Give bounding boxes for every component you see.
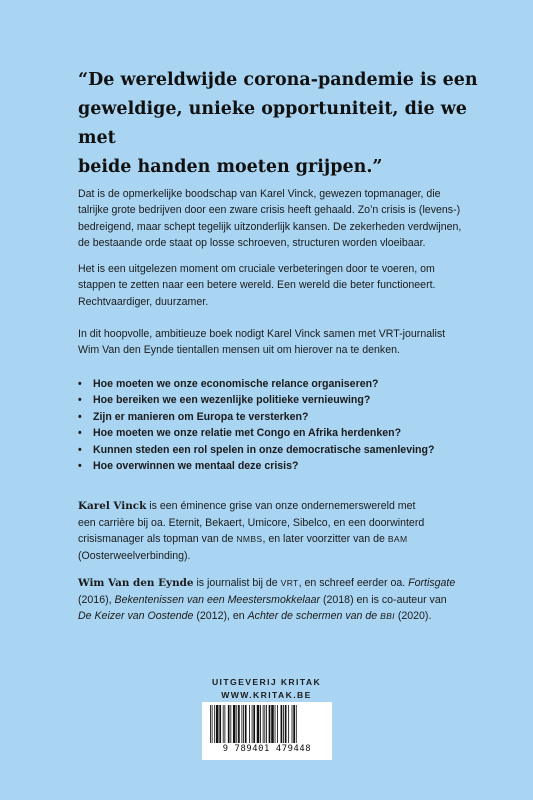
barcode-bar (293, 705, 295, 743)
bullet-icon: • (78, 460, 82, 473)
barcode-bar (271, 705, 274, 743)
isbn-number: 9 789401 479448 (222, 744, 312, 754)
paragraph-line: Wim Van den Eynde tientallen mensen uit om hierover na te denken. (78, 344, 400, 357)
question-text: Hoe overwinnen we mentaal deze crisis? (93, 460, 299, 473)
barcode-bar (224, 705, 225, 743)
publisher-url: WWW.KRITAK.BE (221, 689, 312, 700)
barcode-bar (277, 705, 278, 743)
paragraph-line: talrijke grote bedrijven door een zware crisis heeft gehaald. Zo’n crisis is (levens-) (78, 204, 461, 217)
bio-text: (2016), (78, 593, 115, 606)
barcode-bar (281, 705, 283, 743)
barcode-bar (253, 705, 255, 743)
barcode-bar (257, 705, 260, 743)
barcode-bar (230, 705, 231, 743)
quote-line: geweldige, unieke opportuniteit, die we met (78, 99, 467, 148)
bio-abbreviation: VRT (280, 578, 299, 588)
book-title: De Keizer van Oostende (78, 610, 194, 623)
bio-text: (2018) en is co-auteur van (320, 593, 447, 606)
paragraph-line: Het is een uitgelezen moment om cruciale verbeteringen door te voeren, om (78, 263, 435, 275)
bio-abbreviation: BAM (387, 534, 408, 545)
bio-text: , en later voorzitter van de (262, 533, 388, 546)
quote-line: “De wereldwijde corona-pandemie is een (78, 70, 478, 90)
paragraph-line: Rechtvaardiger, duurzamer. (78, 295, 209, 308)
barcode-bar (269, 705, 271, 743)
bio-text: (2012), en (193, 610, 248, 623)
barcode-bar (233, 705, 236, 743)
paragraph-line: Dat is de opmerkelijke boodschap van Karel Vinck, gewezen topmanager, die (78, 188, 441, 200)
paragraph-line: stappen te zetten naar een betere wereld. Een wereld die beter functioneert. (78, 279, 436, 292)
barcode-bar (243, 705, 244, 743)
bullet-icon: • (78, 427, 82, 440)
publisher-name: UITGEVERIJ KRITAK (211, 677, 322, 687)
barcode-bar (241, 705, 242, 743)
barcode-bar (263, 705, 264, 743)
bio-abbreviation: NMBS (236, 534, 263, 545)
book-title: Bekentenissen van een Meestersmokkelaar (114, 593, 321, 606)
author-name: Karel Vinck (78, 500, 147, 512)
barcode-bar (285, 705, 287, 743)
barcode-bar (228, 705, 230, 743)
barcode-bar (212, 705, 213, 743)
list-item (78, 442, 478, 458)
bullet-icon: • (78, 443, 82, 456)
barcode-bar (236, 705, 237, 743)
question-text: Hoe bereiken we een wezenlijke politieke vernieuwing? (93, 394, 371, 407)
quote-line: beide handen moeten grijpen.” (78, 157, 383, 177)
barcode-bar (214, 705, 215, 743)
list-item (78, 392, 478, 408)
barcode-bar (252, 705, 253, 743)
publisher-block (0, 676, 533, 701)
barcode-bar (283, 705, 284, 743)
intro-paragraph (78, 186, 468, 252)
author-bio-eynde (78, 575, 468, 625)
list-item (78, 376, 478, 392)
barcode-icon (210, 705, 324, 743)
barcode-bar (249, 705, 250, 743)
moment-paragraph (78, 261, 468, 310)
barcode-bar (210, 705, 211, 743)
bio-text: is journalist bij de (193, 577, 281, 589)
questions-list (78, 376, 478, 474)
book-title: Achter de schermen van de (247, 610, 381, 623)
bullet-icon: • (78, 378, 82, 390)
list-item (78, 425, 478, 441)
barcode-bar (275, 705, 276, 743)
bio-text: (2020). (394, 610, 432, 623)
barcode-bar (260, 705, 261, 743)
bio-text: (Oosterweelverbinding). (78, 549, 191, 562)
question-text: Kunnen steden een rol spelen in onze democratische samenleving? (93, 443, 435, 456)
book-paragraph (78, 326, 468, 359)
barcode-bar (223, 705, 224, 743)
barcode-bar (266, 705, 267, 743)
paragraph-line: de bestaande orde staat op losse schroeven, structuren worden vloeibaar. (78, 237, 426, 250)
author-name: Wim Van den Eynde (78, 577, 194, 589)
list-item (78, 409, 478, 425)
question-text: Hoe moeten we onze economische relance organiseren? (93, 378, 379, 390)
bio-text: , en schreef eerder oa. (298, 577, 409, 589)
book-title: Fortisgate (408, 577, 456, 589)
paragraph-line: bedreigend, maar schept tegelijk uitzonderlijk kansen. De zekerheden verdwijnen, (78, 220, 462, 233)
bio-text: een carrière bij oa. Eternit, Bekaert, Umicore, Sibelco, en een doorwinterd (78, 516, 425, 529)
barcode-bar (288, 705, 289, 743)
barcode-bar (245, 705, 247, 743)
bio-text: is een éminence grise van onze ondernemerswereld met (146, 500, 416, 512)
list-item (78, 458, 478, 474)
author-bio-vinck (78, 498, 468, 564)
bio-text: crisismanager als topman van de (78, 533, 237, 546)
barcode-bar (219, 705, 221, 743)
barcode-bar (264, 705, 265, 743)
bullet-icon: • (78, 394, 82, 407)
paragraph-line: In dit hoopvolle, ambitieuze boek nodigt Karel Vinck samen met VRT-journalist (78, 328, 446, 340)
cover-quote (78, 66, 478, 182)
barcode-bar (216, 705, 219, 743)
bio-abbreviation: BBI (380, 611, 395, 622)
barcode-bar (238, 705, 240, 743)
bullet-icon: • (78, 410, 82, 423)
isbn-barcode (202, 702, 332, 760)
barcode-bar (292, 705, 293, 743)
question-text: Hoe moeten we onze relatie met Congo en Afrika herdenken? (93, 427, 402, 440)
question-text: Zijn er manieren om Europa te versterken? (93, 410, 309, 423)
barcode-bar (296, 705, 297, 743)
